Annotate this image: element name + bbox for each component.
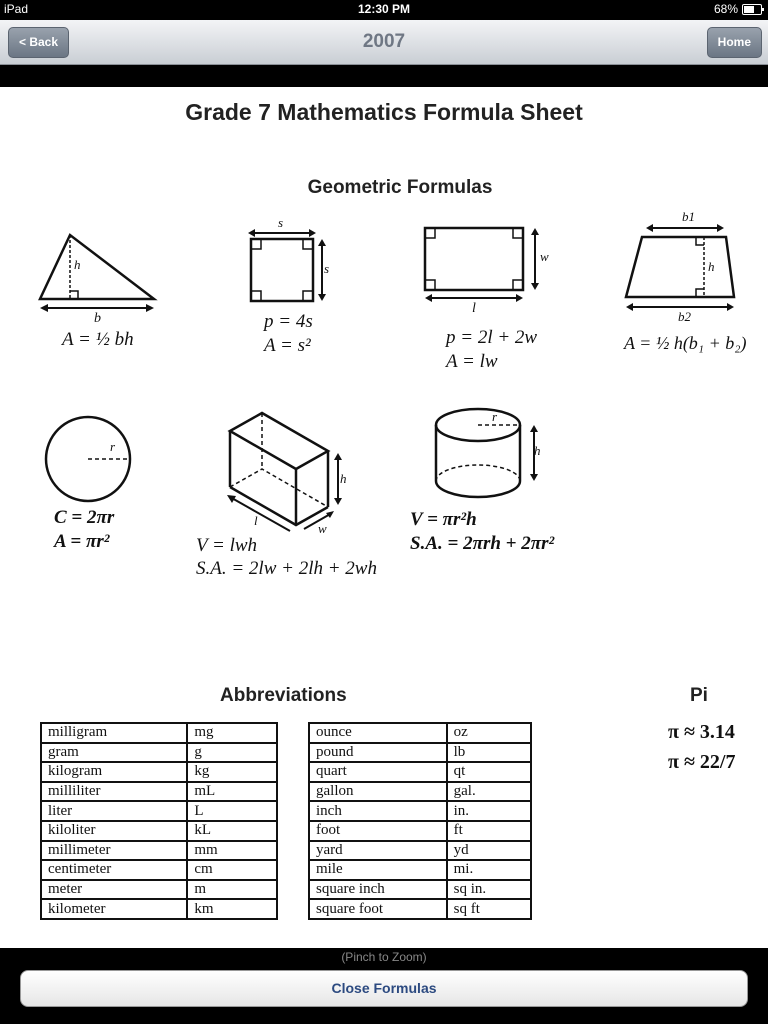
- square-top-s-label: s: [278, 215, 284, 230]
- unit-name-cell: milligram: [41, 723, 187, 743]
- unit-name-cell: pound: [309, 743, 447, 763]
- nav-title: 2007: [362, 31, 406, 52]
- unit-abbr-cell: mi.: [447, 860, 531, 880]
- square-side-s-label: s: [324, 261, 330, 276]
- table-row: [309, 899, 531, 919]
- square-figure: [244, 223, 336, 307]
- close-formulas-button[interactable]: Close Formulas: [20, 970, 748, 1007]
- trapezoid-figure: [620, 223, 744, 313]
- clock: 12:30 PM: [357, 2, 411, 16]
- unit-abbr-cell: ft: [447, 821, 531, 841]
- unit-name-cell: gallon: [309, 782, 447, 802]
- prism-h-label: h: [340, 471, 347, 486]
- table-row: [41, 899, 277, 919]
- unit-abbr-cell: oz: [447, 723, 531, 743]
- unit-abbr-cell: g: [187, 743, 277, 763]
- unit-abbr-cell: L: [187, 801, 277, 821]
- square-area-formula: A = s²: [264, 335, 311, 356]
- unit-name-cell: ounce: [309, 723, 447, 743]
- toolbar-band: [0, 65, 768, 87]
- customary-abbreviations-table: [308, 722, 532, 920]
- page-title: Grade 7 Mathematics Formula Sheet: [185, 99, 583, 125]
- unit-abbr-cell: qt: [447, 762, 531, 782]
- unit-name-cell: millimeter: [41, 841, 187, 861]
- unit-name-cell: yard: [309, 841, 447, 861]
- back-button[interactable]: < Back: [8, 27, 69, 58]
- table-row: [41, 860, 277, 880]
- triangle-h-label: h: [74, 257, 81, 272]
- table-row: [309, 723, 531, 743]
- unit-abbr-cell: mg: [187, 723, 277, 743]
- rectangle-l-label: l: [472, 301, 476, 316]
- navigation-bar: [0, 20, 768, 65]
- unit-abbr-cell: sq in.: [447, 880, 531, 900]
- prism-w-label: w: [318, 521, 327, 536]
- unit-abbr-cell: lb: [447, 743, 531, 763]
- status-bar: [0, 0, 768, 20]
- unit-name-cell: square foot: [309, 899, 447, 919]
- metric-abbreviations-table: [40, 722, 278, 920]
- rectangle-figure: [420, 223, 550, 309]
- unit-name-cell: centimeter: [41, 860, 187, 880]
- formula-sheet[interactable]: [0, 87, 768, 948]
- circle-circumference-formula: C = 2πr: [54, 507, 115, 528]
- table-row: [41, 841, 277, 861]
- unit-name-cell: milliliter: [41, 782, 187, 802]
- battery-icon: [742, 4, 762, 15]
- unit-name-cell: inch: [309, 801, 447, 821]
- table-row: [309, 801, 531, 821]
- trapezoid-area-formula: A = ½ h(b₁ + b₂): [624, 333, 747, 353]
- pi-approx-decimal: π ≈ 3.14: [668, 721, 735, 743]
- unit-name-cell: kilometer: [41, 899, 187, 919]
- table-row: [309, 762, 531, 782]
- unit-abbr-cell: cm: [187, 860, 277, 880]
- unit-abbr-cell: mm: [187, 841, 277, 861]
- cylinder-volume-formula: V = πr²h: [410, 509, 477, 530]
- unit-abbr-cell: gal.: [447, 782, 531, 802]
- unit-abbr-cell: sq ft: [447, 899, 531, 919]
- unit-abbr-cell: yd: [447, 841, 531, 861]
- table-row: [41, 723, 277, 743]
- device-label: iPad: [4, 2, 29, 16]
- unit-abbr-cell: m: [187, 880, 277, 900]
- trapezoid-b2-label: b2: [678, 309, 691, 324]
- unit-name-cell: liter: [41, 801, 187, 821]
- battery-percent: 68%: [713, 2, 738, 16]
- cylinder-h-label: h: [534, 443, 541, 458]
- table-row: [41, 762, 277, 782]
- rectangle-area-formula: A = lw: [446, 351, 498, 372]
- table-row: [309, 782, 531, 802]
- prism-l-label: l: [254, 513, 258, 528]
- prism-figure: [222, 409, 372, 535]
- unit-name-cell: square inch: [309, 880, 447, 900]
- table-row: [41, 743, 277, 763]
- unit-name-cell: foot: [309, 821, 447, 841]
- prism-surface-formula: S.A. = 2lw + 2lh + 2wh: [196, 558, 377, 579]
- unit-name-cell: meter: [41, 880, 187, 900]
- circle-area-formula: A = πr²: [54, 531, 110, 552]
- cylinder-r-label: r: [492, 409, 498, 424]
- table-row: [41, 880, 277, 900]
- table-row: [309, 860, 531, 880]
- table-row: [309, 821, 531, 841]
- pi-heading: Pi: [690, 685, 708, 706]
- battery-indicator: [714, 2, 762, 16]
- home-button[interactable]: Home: [707, 27, 762, 58]
- pi-approx-fraction: π ≈ 22/7: [668, 751, 736, 773]
- unit-abbr-cell: kL: [187, 821, 277, 841]
- unit-abbr-cell: in.: [447, 801, 531, 821]
- pinch-hint: (Pinch to Zoom): [341, 950, 427, 964]
- unit-abbr-cell: km: [187, 899, 277, 919]
- unit-name-cell: kiloliter: [41, 821, 187, 841]
- square-perimeter-formula: p = 4s: [264, 311, 313, 332]
- table-row: [41, 821, 277, 841]
- bottom-bar: [0, 948, 768, 1024]
- circle-figure: [40, 415, 136, 507]
- unit-name-cell: quart: [309, 762, 447, 782]
- abbreviations-heading: Abbreviations: [220, 685, 347, 706]
- unit-name-cell: mile: [309, 860, 447, 880]
- unit-name-cell: gram: [41, 743, 187, 763]
- table-row: [41, 782, 277, 802]
- table-row: [309, 841, 531, 861]
- trapezoid-b1-label: b1: [682, 209, 695, 224]
- rectangle-w-label: w: [540, 249, 549, 264]
- unit-abbr-cell: kg: [187, 762, 277, 782]
- triangle-b-label: b: [94, 311, 101, 326]
- unit-name-cell: kilogram: [41, 762, 187, 782]
- unit-abbr-cell: mL: [187, 782, 277, 802]
- rectangle-perimeter-formula: p = 2l + 2w: [446, 327, 538, 348]
- prism-volume-formula: V = lwh: [196, 535, 258, 556]
- cylinder-surface-formula: S.A. = 2πrh + 2πr²: [410, 533, 555, 554]
- triangle-area-formula: A = ½ bh: [62, 329, 134, 350]
- table-row: [41, 801, 277, 821]
- geometry-heading: Geometric Formulas: [307, 177, 493, 198]
- trapezoid-h-label: h: [708, 259, 715, 274]
- table-row: [309, 880, 531, 900]
- circle-r-label: r: [110, 439, 116, 454]
- table-row: [309, 743, 531, 763]
